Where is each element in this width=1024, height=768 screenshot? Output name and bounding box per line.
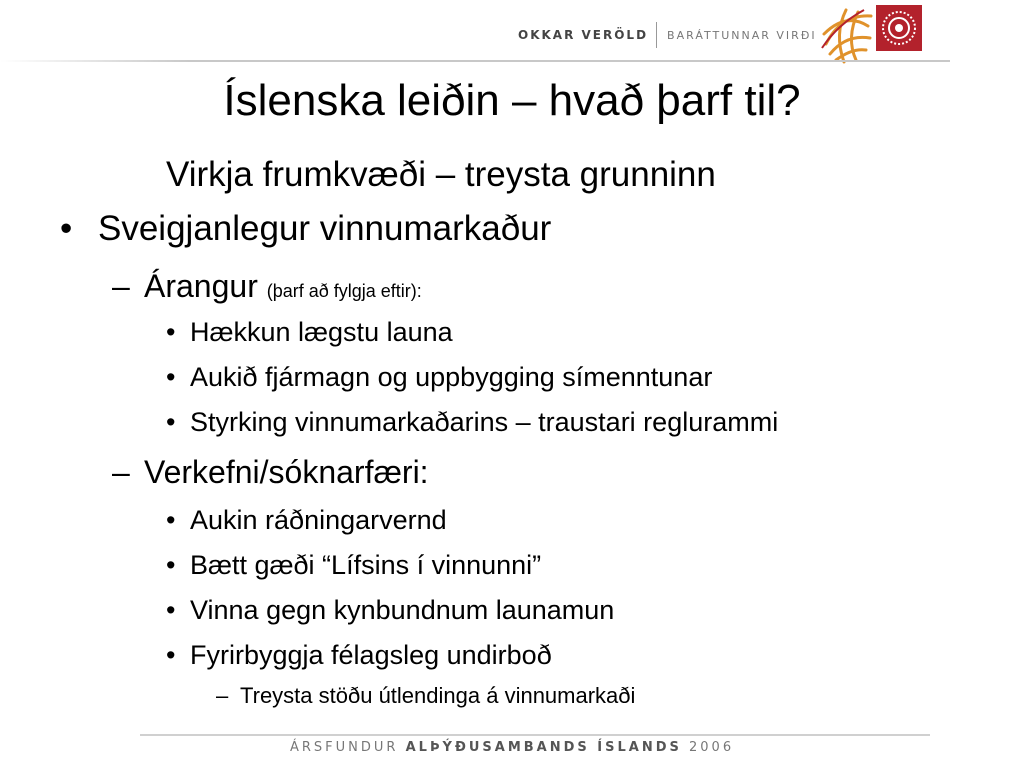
section-2-label: Verkefni/sóknarfæri: [144,454,429,490]
bullet-marker: • [166,550,176,580]
sub-bullet-text: Bætt gæði “Lífsins í vinnunni” [190,550,542,580]
bullet-marker: • [166,317,176,347]
bullet-marker: • [60,209,73,248]
sub-bullet-item [166,549,541,581]
footer-prefix: ÁRSFUNDUR [290,740,399,755]
footer-org: ALÞÝÐUSAMBANDS ÍSLANDS [405,740,682,755]
globe-logo-icon [816,4,878,66]
slide-subtitle: Virkja frumkvæði – treysta grunninn [166,155,716,194]
brand-sub-text: BARÁTTUNNAR VIRÐI [667,28,817,42]
section-heading-2 [112,452,429,492]
bullet-item [60,208,551,250]
footer-divider [140,734,930,736]
footer [290,740,734,755]
dash-marker: – [112,454,130,490]
sub-bullet-item [166,639,552,671]
brand-main-text: OKKAR VERÖLD [518,28,649,42]
sub-bullet-item [166,406,778,438]
seal-logo-icon [876,5,922,51]
section-1-note: (þarf að fylgja eftir): [266,281,422,301]
sub-bullet-item [166,361,712,393]
header-divider [0,60,950,62]
sub-bullet-item [166,316,453,348]
sub-sub-item [216,682,635,710]
sub-bullet-item [166,504,447,536]
sub-bullet-text: Fyrirbyggja félagsleg undirboð [190,640,552,670]
footer-year: 2006 [689,740,735,755]
sub-bullet-text: Styrking vinnumarkaðarins – traustari reglurammi [190,407,779,437]
bullet-marker: • [166,595,176,625]
dash-marker: – [112,268,130,304]
bullet-marker: • [166,640,176,670]
sub-bullet-text: Aukið fjármagn og uppbygging símenntunar [190,362,713,392]
bullet-text: Sveigjanlegur vinnumarkaður [98,209,552,248]
sub-bullet-text: Vinna gegn kynbundnum launamun [190,595,615,625]
sub-bullet-text: Aukin ráðningarvernd [190,505,447,535]
section-heading-1 [112,266,422,311]
sub-bullet-item [166,594,614,626]
dash-marker: – [216,683,229,708]
bullet-marker: • [166,362,176,392]
sub-bullet-text: Hækkun lægstu launa [190,317,453,347]
slide-title: Íslenska leiðin – hvað þarf til? [223,76,801,125]
bullet-marker: • [166,505,176,535]
header-brand [518,20,817,50]
section-1-label: Árangur [144,268,258,304]
bullet-marker: • [166,407,176,437]
sub-sub-text: Treysta stöðu útlendinga á vinnumarkaði [240,683,636,708]
brand-divider [656,22,657,48]
